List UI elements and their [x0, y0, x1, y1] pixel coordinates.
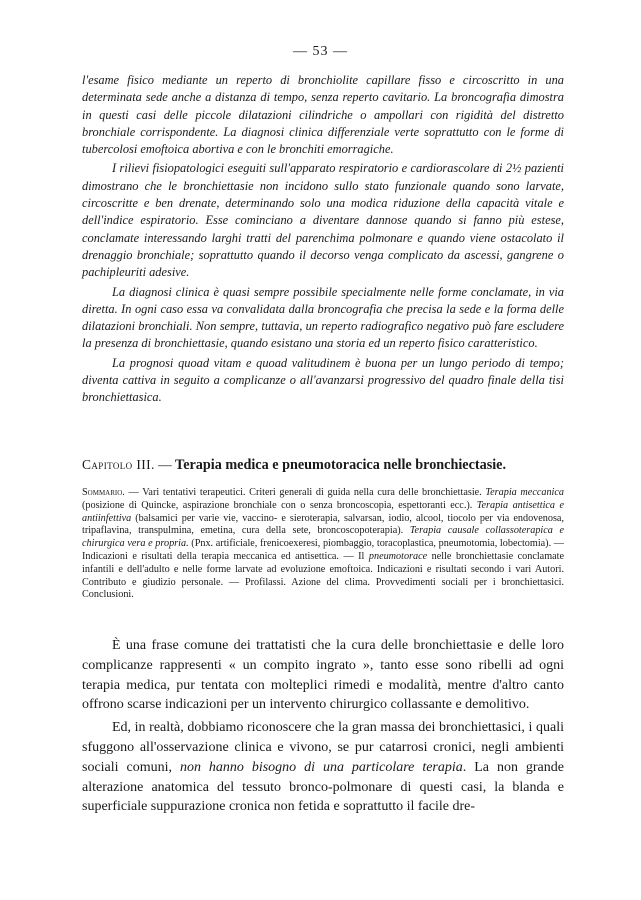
- page-number: — 53 —: [293, 44, 348, 59]
- summary-text-3: (balsamici per varie vie, vaccino- e sieroterapia, salvarsan, iodio, alcool, tiocolo per via endovenosa, tripaflavina, transpulmina, emetina, cura della sete, broncoscopoterapia).: [82, 512, 564, 537]
- summary-label: Sommario.: [82, 487, 125, 498]
- italic-paragraph-2: I rilievi fisiopatologici eseguiti sull'apparato respiratorio e cardiorascolare di 2½ pazienti dimostrano che le bronchiettasie non incidono sullo stato funzionale quando sono larvate, circoscritte e ben drenate, determinando solo una modica riduzione della capacità vitale e dell'indice espiratorio. Esse cominciano a diventare dannose quando si fanno più estese, conclamate interessando larghi tratti del parenchima polmonare e quando viene ostacolato il drenaggio bronchiale; soprattutto quando il decorso venga complicato da ascessi, gangrene o pachipleuriti adesive.: [82, 161, 564, 280]
- summary-text-1: — Vari tentativi terapeutici. Criteri generali di guida nella cura delle bronchiettasie.: [124, 487, 486, 498]
- chapter-title: Terapia medica e pneumotoracica nelle bronchiectasie.: [175, 457, 507, 473]
- italic-paragraph-3: La diagnosi clinica è quasi sempre possibile specialmente nelle forme conclamate, in via diretta. In ogni caso essa va convalidata dalla broncografia che precisa la sede e la forma delle dilatazioni bronchiali. Non sempre, tuttavia, un reperto radiografico negativo può fare escludere la presenza di bronchiettasie, quando esistano una storia ed un reperto fisico caratteristico.: [82, 284, 564, 351]
- body-paragraph-2: [82, 718, 564, 817]
- summary-emphasis-1: Terapia meccanica: [485, 487, 564, 498]
- chapter-heading: [82, 457, 564, 474]
- main-text-section: [82, 636, 564, 817]
- body-paragraph-2-text-b: . La non grande alterazione anatomica del tessuto bronco-polmonare di questi casi, la blanda e superficiale suppurazione cronica non fetida e soprattutto il facile dre-: [82, 759, 564, 815]
- italic-section: [82, 72, 564, 407]
- summary-text-5: nelle bronchiettasie conclamate infantili e dell'adulto e nelle forme larvate ad evoluzione emoftoica. Indicazioni e risultati secondo i vari Autori. Contributo e giudizio personale. — Profilassi. Azione del clima. Provvedimenti sociali per i bronchiettasici. Conclusioni.: [82, 550, 564, 601]
- summary-text-4: (Pnx. artificiale, frenicoexeresi, piombaggio, toracoplastica, pneumotomia, lobectomia). — Indicazioni e risultati della terapia meccanica ed antisettica. — Il: [82, 538, 564, 562]
- body-paragraph-2-emphasis: non hanno bisogno di una particolare terapia: [179, 759, 463, 775]
- chapter-summary: [82, 487, 564, 602]
- chapter-label: Capitolo III.: [82, 457, 155, 472]
- summary-emphasis-2: Terapia antisettica e antiinfettiva: [82, 499, 564, 524]
- italic-paragraph-4: La prognosi quoad vitam e quoad valitudinem è buona per un lungo periodo di tempo; diventa cattiva in seguito a complicanze o all'avanzarsi progressivo del quadro finale della tisi bronchiettasica.: [82, 355, 564, 405]
- chapter-dash: —: [154, 457, 176, 472]
- summary-emphasis-3: Terapia causale collassoterapica e chirurgica vera e propria.: [82, 525, 565, 550]
- summary-text-2: (posizione di Quincke, aspirazione bronchiale con o senza broncoscopia, espettoranti ecc.).: [82, 499, 477, 511]
- body-paragraph-1: È una frase comune dei trattatisti che la cura delle bronchiettasie e delle loro complicanze rappresenti « un compito ingrato », tanto esse sono ribelli ad ogni terapia medica, pur tentata con molteplici rimedi e modalità, mentre d'altro canto offrono scarse indicazioni per un intervento chirurgico collassante e demolitivo.: [82, 638, 564, 713]
- summary-emphasis-4: pneumotorace: [368, 550, 428, 562]
- body-paragraph-2-text-a: Ed, in realtà, dobbiamo riconoscere che la gran massa dei bronchiettasici, i quali sfuggono all'osservazione clinica e vivono, se pur catarrosi cronici, negli ambienti sociali comuni,: [82, 720, 564, 775]
- italic-paragraph-1: l'esame fisico mediante un reperto di bronchiolite capillare fisso e circoscritto in una determinata sede anche a distanza di tempo, senza reperto cavitario. La broncografia dimostra in questi casi delle piccole dilatazioni cilindriche o ampollari con rigidità del distretto bronchiale corrispondente. La diagnosi clinica differenziale verte soprattutto con le forme di tubercolosi emoftoica abortiva e con le bronchiti emorragiche.: [82, 73, 564, 157]
